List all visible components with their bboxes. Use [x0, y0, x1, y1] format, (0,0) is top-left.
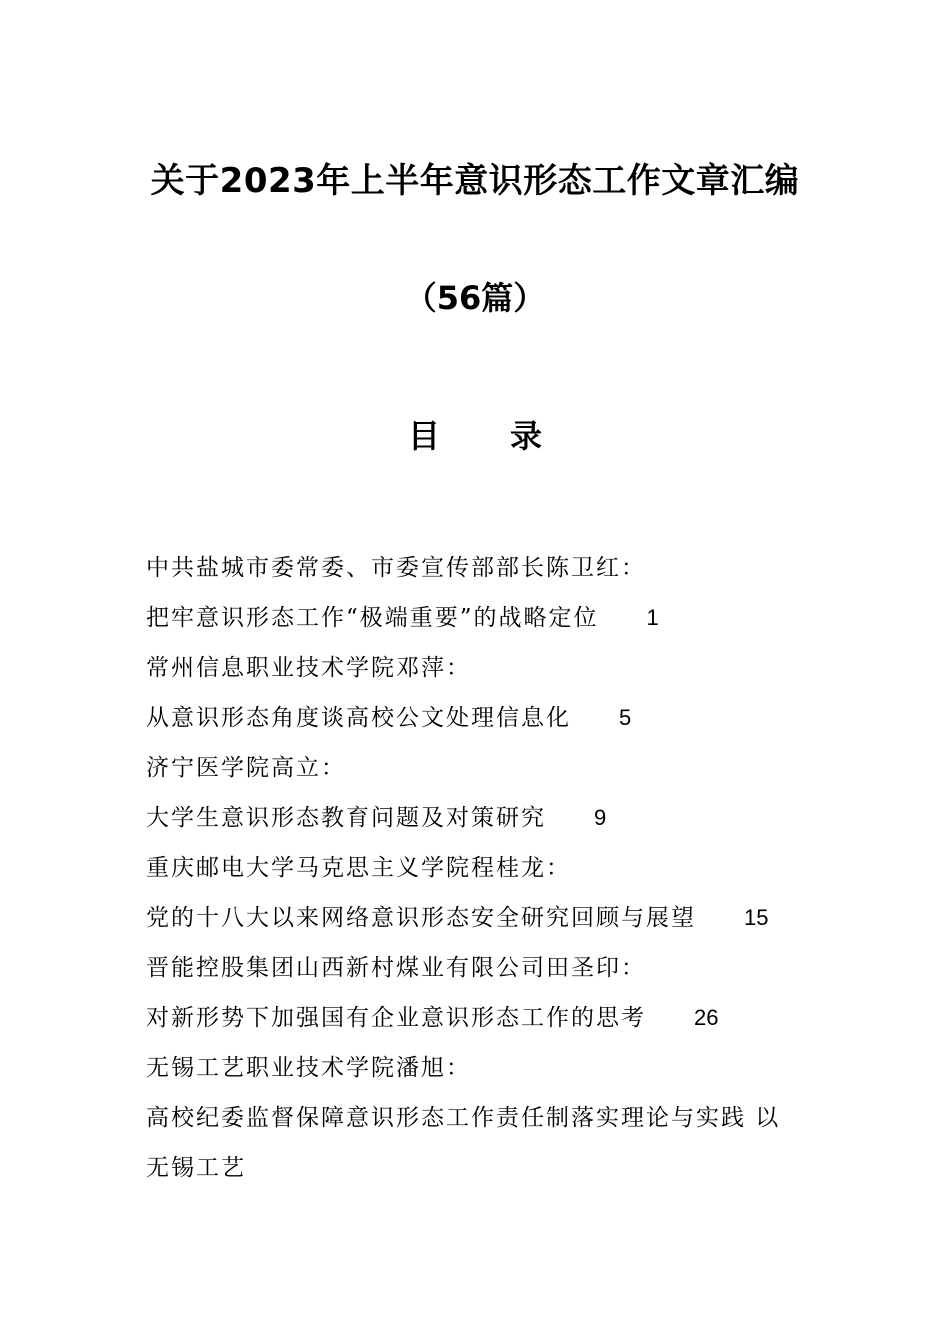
document-title: 关于2023年上半年意识形态工作文章汇编	[150, 161, 800, 201]
toc-author-text: 无锡工艺职业技术学院潘旭：	[146, 1055, 471, 1081]
toc-article-title: 把牢意识形态工作“极端重要”的战略定位	[146, 605, 599, 631]
toc-page-number: 5	[619, 705, 632, 730]
toc-author-text: 中共盐城市委常委、市委宣传部部长陈卫红：	[146, 555, 646, 581]
toc-page-number: 9	[594, 805, 607, 830]
toc-author-text: 晋能控股集团山西新村煤业有限公司田圣印：	[146, 955, 646, 981]
toc-author	[146, 1048, 826, 1098]
toc-author	[146, 748, 826, 798]
toc-heading: 目录	[407, 417, 612, 455]
toc-page-number: 26	[694, 1005, 719, 1030]
toc-entry[interactable]	[146, 898, 826, 948]
toc-entry[interactable]	[146, 598, 826, 648]
toc-article-title: 对新形势下加强国有企业意识形态工作的思考	[146, 1005, 646, 1031]
toc-author-text: 重庆邮电大学马克思主义学院程桂龙：	[146, 855, 571, 881]
toc-entry[interactable]	[146, 1098, 826, 1148]
document-subtitle: （56篇）	[404, 279, 546, 317]
toc-article-title: 大学生意识形态教育问题及对策研究	[146, 805, 546, 831]
toc-article-title: 高校纪委监督保障意识形态工作责任制落实理论与实践 以	[146, 1105, 781, 1131]
toc-author-text: 济宁医学院高立：	[146, 755, 346, 781]
toc-author	[146, 848, 826, 898]
toc-article-title: 从意识形态角度谈高校公文处理信息化	[146, 705, 571, 731]
toc-author	[146, 648, 826, 698]
toc-entry[interactable]	[146, 798, 826, 848]
toc-article-title-continued: 无锡工艺	[146, 1155, 246, 1181]
table-of-contents	[146, 548, 826, 1198]
toc-page-number: 15	[744, 905, 769, 930]
toc-page-number: 1	[646, 605, 659, 630]
toc-article-title: 党的十八大以来网络意识形态安全研究回顾与展望	[146, 905, 696, 931]
toc-author-text: 常州信息职业技术学院邓萍：	[146, 655, 471, 681]
toc-entry[interactable]	[146, 998, 826, 1048]
toc-entry[interactable]	[146, 698, 826, 748]
toc-author	[146, 948, 826, 998]
toc-author	[146, 548, 826, 598]
toc-entry-continued[interactable]	[146, 1148, 826, 1198]
